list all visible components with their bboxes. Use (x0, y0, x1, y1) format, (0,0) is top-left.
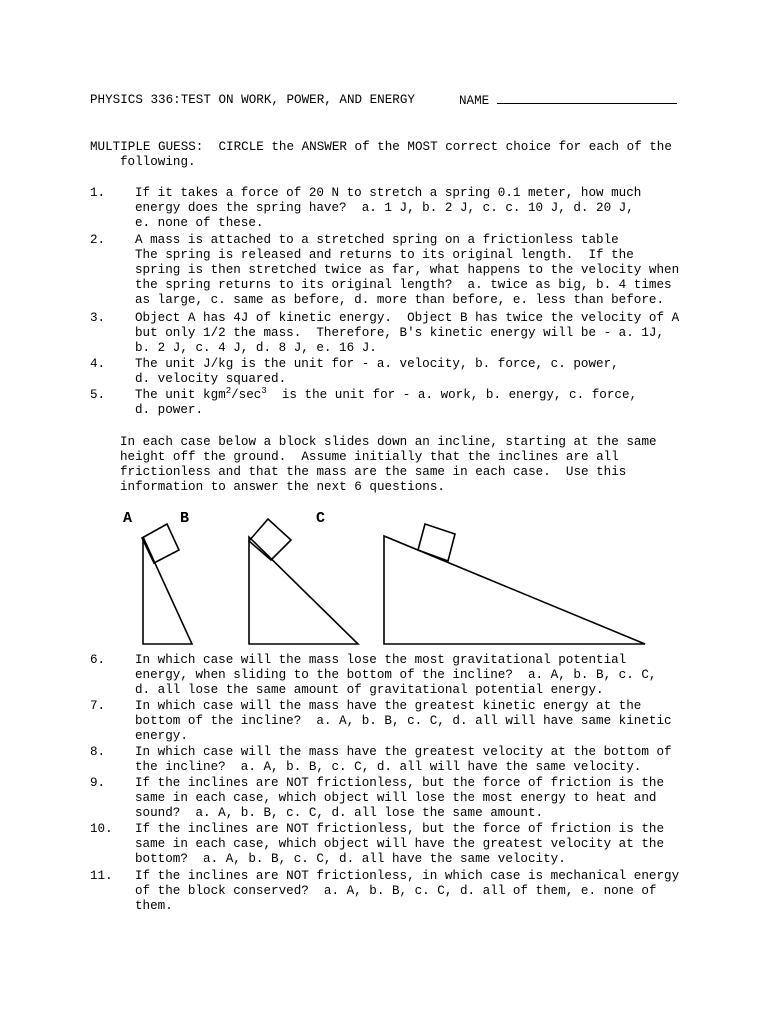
question-text-line: bottom? a. A, b. B, c. C, d. all have the same velocity. (135, 852, 566, 866)
incline-label-a: A (123, 510, 133, 527)
question-text-line: e. none of these. (135, 216, 264, 230)
question-10 (135, 822, 695, 867)
question-text-line: same in each case, which object will have the greatest velocity at the (135, 837, 665, 851)
question-number: 3. (90, 311, 106, 325)
instructions-line-1: MULTIPLE GUESS: CIRCLE the ANSWER of the MOST correct choice for each of the (90, 140, 672, 154)
question-text-line: A mass is attached to a stretched spring on a frictionless table (135, 233, 619, 247)
question-text-line: The unit J/kg is the unit for - a. velocity, b. force, c. power, (135, 357, 619, 371)
question-number: 4. (90, 357, 106, 371)
question-number: 10. (90, 822, 113, 836)
q5-superscript-3: 3 (261, 385, 267, 396)
question-6 (135, 653, 695, 698)
page-title: PHYSICS 336:TEST ON WORK, POWER, AND ENERGY (90, 93, 415, 107)
question-text-line: d. all lose the same amount of gravitational potential energy. (135, 683, 604, 697)
question-number: 8. (90, 745, 106, 759)
question-number: 7. (90, 699, 106, 713)
question-number: 5. (90, 388, 106, 402)
question-text-line: of the block conserved? a. A, b. B, c. C, d. all of them, e. none of (135, 884, 657, 898)
question-number: 6. (90, 653, 106, 667)
question-text-line: as large, c. same as before, d. more than before, e. less than before. (135, 293, 665, 307)
question-11 (135, 869, 695, 914)
question-8 (135, 745, 695, 775)
question-text-line: In which case will the mass have the greatest kinetic energy at the (135, 699, 642, 713)
question-text-line: b. 2 J, c. 4 J, d. 8 J, e. 16 J. (135, 341, 377, 355)
question-text-line: If it takes a force of 20 N to stretch a spring 0.1 meter, how much (135, 186, 642, 200)
intro-line: height off the ground. Assume initially that the inclines are all (120, 450, 619, 464)
question-number: 2. (90, 233, 106, 247)
question-text-line: If the inclines are NOT frictionless, but the force of friction is the (135, 776, 665, 790)
question-text-line: If the inclines are NOT frictionless, in which case is mechanical energy (135, 869, 680, 883)
intro-line: frictionless and that the mass are the same in each case. Use this (120, 465, 627, 479)
question-text-line: d. velocity squared. (135, 372, 287, 386)
q5-superscript-2: 2 (225, 385, 232, 396)
question-text-line: energy, when sliding to the bottom of the incline? a. A, b. B, c. C, (135, 668, 657, 682)
incline-c-block (418, 524, 455, 561)
question-text-line: In which case will the mass have the greatest velocity at the bottom of (135, 745, 672, 759)
incline-b-triangle (249, 537, 358, 644)
question-text-line: d. power. (135, 403, 204, 417)
question-text-line: spring is then stretched twice as far, what happens to the velocity when (135, 263, 680, 277)
incline-label-b: B (180, 510, 190, 527)
question-text-line: In which case will the mass lose the most gravitational potential (135, 653, 627, 667)
question-text-line: them. (135, 899, 173, 913)
question-text-line: The spring is released and returns to its original length. If the (135, 248, 634, 262)
question-text-line: Object A has 4J of kinetic energy. Object B has twice the velocity of A (135, 311, 680, 325)
question-7 (135, 699, 695, 744)
intro-line: information to answer the next 6 questions. (120, 480, 445, 494)
question-text-line: same in each case, which object will lose the most energy to heat and (135, 791, 657, 805)
intro-line: In each case below a block slides down an incline, starting at the same (120, 435, 657, 449)
question-number: 11. (90, 869, 113, 883)
question-text-line: but only 1/2 the mass. Therefore, B's kinetic energy will be - a. 1J, (135, 326, 665, 340)
incline-b-block (249, 519, 291, 560)
question-text-line: the spring returns to its original length? a. twice as big, b. 4 times (135, 278, 672, 292)
question-9 (135, 776, 695, 821)
name-label: NAME (459, 94, 490, 108)
instructions-line-2: following. (120, 155, 196, 169)
question-text-line: bottom of the incline? a. A, b. B, c. C, d. all will have same kinetic (135, 714, 672, 728)
q5-text-mid: /sec (231, 388, 262, 402)
question-number: 1. (90, 186, 106, 200)
question-text-line: energy does the spring have? a. 1 J, b. 2 J, c. c. 10 J, d. 20 J, (135, 201, 634, 215)
incline-a-triangle (143, 537, 192, 644)
question-text-line: If the inclines are NOT frictionless, but the force of friction is the (135, 822, 665, 836)
question-text-line: energy. (135, 729, 188, 743)
question-text-line: the incline? a. A, b. B, c. C, d. all will have the same velocity. (135, 760, 642, 774)
question-number: 9. (90, 776, 106, 790)
q5-text-post: is the unit for - a. work, b. energy, c. force, (266, 388, 638, 402)
incline-label-c: C (316, 510, 326, 527)
question-text-line: sound? a. A, b. B, c. C, d. all lose the same amount. (135, 806, 544, 820)
q5-text-pre: The unit kgm (135, 388, 226, 402)
incline-a-block (142, 524, 179, 563)
